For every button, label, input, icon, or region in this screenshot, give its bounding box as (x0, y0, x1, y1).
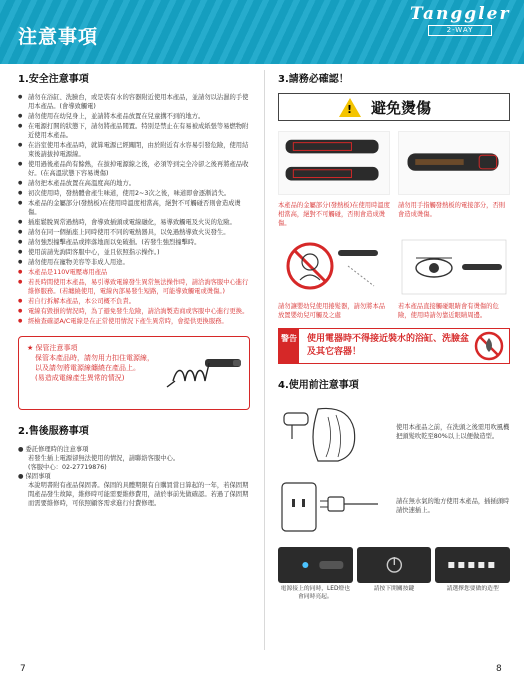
safety-item: ● 若自行拆解本產品，本公司概不負責。 (18, 297, 250, 306)
right-column (278, 70, 510, 601)
eye-danger-icon (398, 236, 510, 298)
avoid-burn-text: 避免燙傷 (371, 98, 432, 117)
service-lines (18, 445, 250, 508)
section4-title: 4.使用前注意事項 (278, 380, 359, 391)
icon-caption-1: 請勿讓嬰幼兒使用捲髮器，請勿將本品放置嬰幼兒可觸及之處 (278, 303, 386, 319)
page-number-left: 7 (20, 664, 26, 674)
icon-caption-2: 若本產品直接觸碰眼睛會有燙傷的危險，使用時請勿靠近眼睛周邊。 (398, 303, 499, 319)
safety-item: ● 使用過後產品尚有餘熱，在拔掉電源線之後，必須等到完全冷卻之後再將產品收好。(在高溫狀態下容易燙傷) (18, 160, 250, 178)
safety-item: ● 初次使用時，發熱體會產生味道，使用2~3次之後，味道即會逐漸消失。 (18, 189, 250, 198)
style-caption: 請選擇您要做的造型 (446, 586, 499, 592)
avoid-burn-banner (278, 93, 510, 121)
service-line: 若發生插上電源卻無法使用的情況，請聯絡客服中心。 (28, 455, 180, 462)
operation-images (278, 547, 510, 601)
column-divider (264, 70, 265, 650)
safety-item: ● 請勿強烈撞擊產品或摔落地面以免破損。(若發生強烈撞擊時。 (18, 238, 250, 247)
brand-logo (410, 4, 510, 36)
connection-part-photo (398, 131, 510, 195)
led-step (278, 547, 353, 601)
safety-item: ● 電線有毀損的情況時，為了避免發生危險，請洽詢製造商或客服中心進行更換。 (18, 307, 250, 316)
pre-use-item (278, 399, 510, 465)
no-water-icon (473, 330, 505, 362)
water-warning-alert (278, 328, 510, 364)
burn-captions (278, 201, 510, 228)
safety-item: ● 使用前請先詢問客服中心，並且依照指示操作。) (18, 248, 250, 257)
alert-text: 使用電器時不得接近裝水的浴缸、洗臉盆及其它容器！ (307, 334, 470, 357)
icon-captions (278, 302, 510, 320)
left-column (18, 70, 250, 508)
no-children-icon (278, 236, 390, 298)
service-line: ● 委託修理時的注意事項 (18, 446, 89, 453)
storage-warning-box (18, 336, 250, 410)
safety-item: ● 在電源打開的狀態下，請勿將產品閒置。特別是禁止在有易被成紙張等易燃物附近使用本產品。 (18, 122, 250, 140)
safety-item: ● 請勿在浴缸、洗臉台，或是裝有水的容器附近使用本產品，並請勿以沾濕的手使用本產品。(會導致觸電) (18, 93, 250, 111)
storage-warning-line: 保管本產品時，請勿用力扣住電源線， (35, 354, 154, 362)
power-step (357, 547, 432, 601)
service-line: (客服中心：02-27719876) (28, 464, 107, 471)
power-caption: 請按下開關按鍵 (373, 586, 415, 592)
safety-item: ● 本產品是110V電壓專用產品 (18, 268, 250, 277)
storage-warning-line: 以及請勿將電源線纏繞在產品上。 (35, 364, 140, 372)
safety-item: ● 請勿把本產品放置在高溫度高的地方。 (18, 179, 250, 188)
hair-dryer-illustration (278, 399, 388, 465)
storage-warning-title: ★ 保管注意事項 (27, 344, 78, 352)
burn-photos (278, 131, 510, 195)
safety-item: ● 若長時間使用本產品，易引導致電線發生異常無法操作時，請洽詢客服中心進行維修服務。(若纏繞使用，電線內部易發生短路，可能導致觸電或燙傷。) (18, 278, 250, 296)
section3-title: 3.請務必確認！ (278, 74, 349, 85)
safety-item: ● 請勿在同一個插座上同時使用不同的電熱器具，以免過熱導致火災發生。 (18, 228, 250, 237)
safety-item: ● 請勿使用在幼兒身上，並請將本產品放置在兒童搆不到的地方。 (18, 112, 250, 121)
safety-item: ● 本產品的金屬部分(發熱板)在使用時溫度相當高，絕對不可觸碰否則會造成燙傷。 (18, 199, 250, 217)
prohibition-icons (278, 236, 510, 298)
pre-use-text-2: 請在無水氣的地方使用本產品，插插頭時請快速插上。 (396, 498, 510, 514)
heating-plate-photo (278, 131, 390, 195)
style-selector-photo (435, 547, 510, 583)
section1-title: 1.安全注意事項 (18, 74, 89, 85)
section2-title: 2.售後服務事項 (18, 426, 89, 437)
led-indicator-photo (278, 547, 353, 583)
brand-sub: 2-WAY (428, 25, 492, 36)
header-bar (0, 0, 524, 64)
safety-item: ● 請勿使用在寵物美容等非成人用途。 (18, 258, 250, 267)
warning-triangle-icon: ! (339, 98, 361, 117)
safety-list (18, 93, 250, 326)
burn-caption-1: 本產品的金屬部分(發熱板)在使用時溫度相當高，絕對不可觸碰，否則會造成燙傷。 (278, 202, 390, 227)
safety-item: ● 經檢查確認A/C電線是在正常使用情況下產生異常時，會提供更換服務。 (18, 317, 250, 326)
page-title: 注意事項 (18, 26, 99, 48)
led-caption: 電源接上的同時，LED燈也會同時亮起。 (280, 586, 350, 600)
burn-caption-2: 請勿用手指觸發熱板的電接部分，否則會造成燙傷。 (398, 202, 506, 218)
brand-name: Tanggler (410, 4, 511, 24)
pre-use-text-1: 使用本產品之前，在洗頭之後需用吹風機把頭髮吹乾至80%以上以便做造型。 (396, 424, 510, 440)
service-line: 本說明書附有產品保固書。保固的具體期限有自購買當日算起的一年，若保固期間產品發生故障，維修時可能需要維修費用，請於事前先做確認。若過了保固期而需要維修時，可依照顧客需求進行付費修理。 (28, 482, 249, 507)
safety-item: ● 在浴室使用本產品時，就算電源已經關閉，由於附近有水容易引發危險，使用結束後請拔掉電源線。 (18, 141, 250, 159)
style-step (435, 547, 510, 601)
alert-tag: 警告 (279, 329, 299, 363)
power-plug-illustration (278, 473, 388, 539)
coiled-cord-wand-illustration (165, 351, 243, 391)
power-button-photo (357, 547, 432, 583)
pre-use-item (278, 473, 510, 539)
after-sales-section (18, 422, 250, 508)
storage-warning-line: (易造成電線產生異常的情況) (35, 374, 125, 382)
page-number-right: 8 (496, 664, 502, 674)
service-line: ● 保固事項 (18, 473, 51, 480)
safety-item: ● 插座鬆脫異常過熱時，會導致插頭或電線融化，易導致觸電及火災的危險。 (18, 218, 250, 227)
